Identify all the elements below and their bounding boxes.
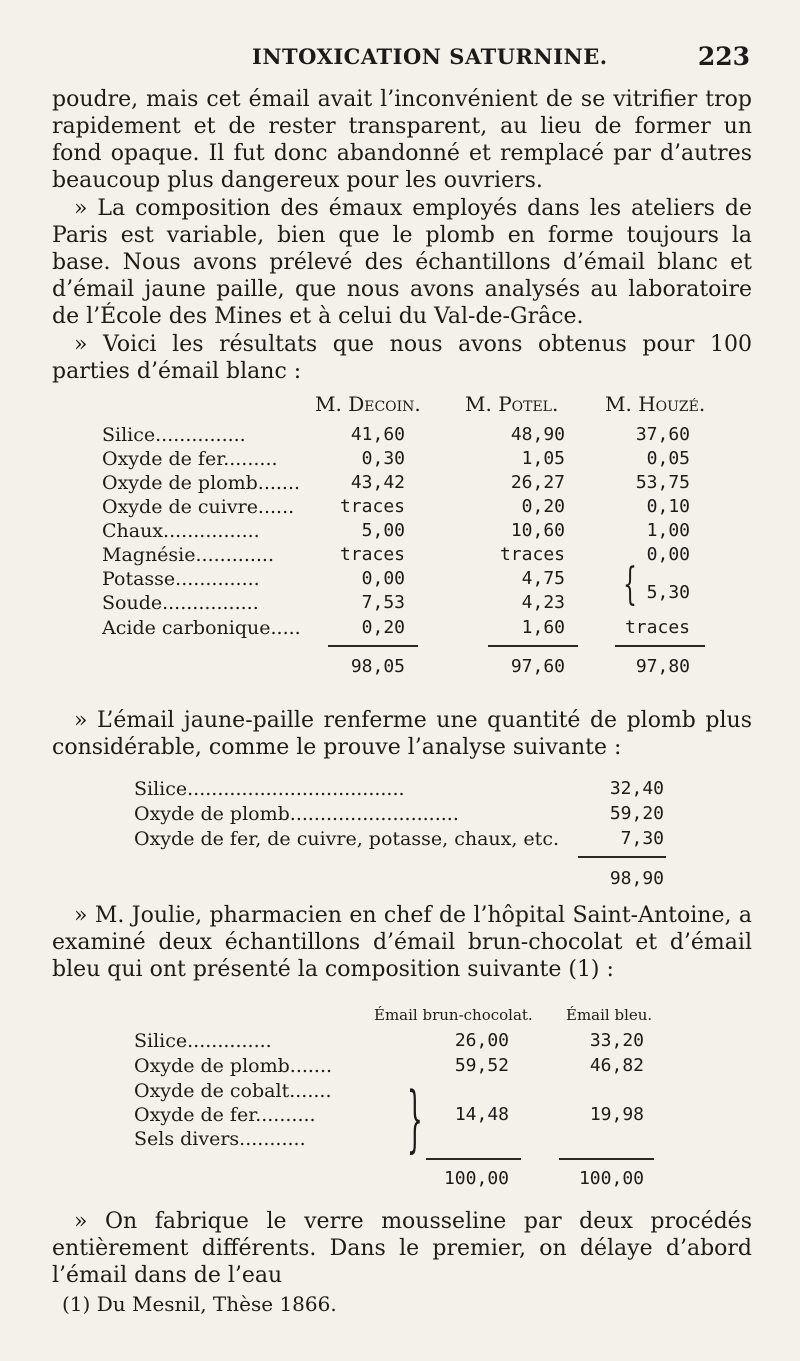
table-row xyxy=(134,803,674,827)
cell-houze-potasse-soude: 5,30 xyxy=(646,582,690,603)
table-row xyxy=(134,1080,674,1104)
running-title: INTOXICATION SATURNINE. xyxy=(252,44,608,69)
brace-symbol: { xyxy=(623,559,637,610)
sum-rule xyxy=(426,1158,521,1160)
totals-row xyxy=(134,868,674,892)
cell-potel: 10,60 xyxy=(510,520,565,541)
row-label: Magnésie............. xyxy=(102,544,275,566)
row-label: Oxyde de plomb....... xyxy=(134,1055,333,1077)
cell-potel: 0,20 xyxy=(521,496,565,517)
table-row xyxy=(134,778,674,802)
total-brun: 100,00 xyxy=(443,1168,509,1189)
cell-potel: 1,05 xyxy=(521,448,565,469)
table-row xyxy=(100,424,740,448)
table-row xyxy=(100,520,740,544)
cell-potel: 4,75 xyxy=(521,568,565,589)
row-label: Oxyde de cuivre...... xyxy=(102,496,295,518)
page-number: 223 xyxy=(697,42,750,71)
sum-rule xyxy=(488,645,578,647)
total-value: 98,90 xyxy=(609,868,664,889)
cell-decoin: 5,00 xyxy=(361,520,405,541)
table-row xyxy=(134,1104,674,1128)
cell-potel: traces xyxy=(499,544,565,565)
cell-value: 32,40 xyxy=(609,778,664,799)
paragraph-1: poudre, mais cet émail avait l’inconvénient de se vitrifier trop rapidement et de rester transparent, au lieu de former un fond opaque. Il fut donc abandonné et remplacé par d’autres beaucoup plus dangereux pour les ouvriers. xyxy=(52,87,752,193)
cell-potel: 26,27 xyxy=(510,472,565,493)
cell-potel: 48,90 xyxy=(510,424,565,445)
totals-row xyxy=(134,1168,674,1192)
cell-bleu: 33,20 xyxy=(589,1030,644,1051)
row-label: Silice.................................... xyxy=(134,778,405,800)
cell-decoin: 41,60 xyxy=(350,424,405,445)
row-label: Oxyde de plomb............................ xyxy=(134,803,459,825)
row-label: Oxyde de fer.......... xyxy=(134,1104,316,1126)
cell-houze: traces xyxy=(624,617,690,638)
cell-potel: 4,23 xyxy=(521,592,565,613)
cell-decoin: traces xyxy=(339,544,405,565)
row-label: Sels divers........... xyxy=(134,1128,306,1150)
row-label: Soude................ xyxy=(102,592,259,614)
total-decoin: 98,05 xyxy=(350,656,405,677)
table-row xyxy=(100,544,740,568)
table-row xyxy=(134,1055,674,1079)
cell-houze: 0,00 xyxy=(646,544,690,565)
sum-rule xyxy=(559,1158,654,1160)
paragraph-2: » La composition des émaux employés dans les ateliers de Paris est variable, bien que le plomb en forme toujours la base. Nous avons prélevé des échantillons d’émail blanc et d’émail jaune paille, que nous avons analysés au laboratoire de l’École des Mines et à celui du Val-de-Grâce. xyxy=(52,196,752,329)
brace-symbol: } xyxy=(406,1076,423,1160)
row-label: Chaux................ xyxy=(102,520,260,542)
row-label: Oxyde de fer......... xyxy=(102,448,278,470)
sum-rule xyxy=(328,645,418,647)
table-row xyxy=(134,828,674,852)
cell-bleu: 19,98 xyxy=(589,1104,644,1125)
footnote: (1) Du Mesnil, Thèse 1866. xyxy=(62,1292,337,1316)
row-label: Potasse.............. xyxy=(102,568,260,590)
cell-decoin: 0,20 xyxy=(361,617,405,638)
table-row xyxy=(100,617,740,641)
cell-houze: 53,75 xyxy=(635,472,690,493)
table-row xyxy=(100,496,740,520)
cell-value: 7,30 xyxy=(620,828,664,849)
cell-decoin: 43,42 xyxy=(350,472,405,493)
cell-value: 59,20 xyxy=(609,803,664,824)
page-header xyxy=(252,44,752,76)
table-row xyxy=(100,448,740,472)
total-bleu: 100,00 xyxy=(578,1168,644,1189)
column-header-potel: M. Potel. xyxy=(465,392,559,416)
paragraph-5: » M. Joulie, pharmacien en chef de l’hôpital Saint-Antoine, a examiné deux échantillons d’émail brun-chocolat et d’émail bleu qui ont présenté la composition suivante (1) : xyxy=(52,903,752,982)
column-header-decoin: M. Decoin. xyxy=(315,392,421,416)
row-label: Oxyde de fer, de cuivre, potasse, chaux, etc. xyxy=(134,828,559,850)
row-label: Oxyde de cobalt....... xyxy=(134,1080,332,1102)
cell-decoin: 0,00 xyxy=(361,568,405,589)
cell-brun: 26,00 xyxy=(454,1030,509,1051)
cell-brun: 59,52 xyxy=(454,1055,509,1076)
column-header-brun: Émail brun-chocolat. xyxy=(374,1006,533,1024)
table-row xyxy=(134,1128,674,1152)
cell-bleu: 46,82 xyxy=(589,1055,644,1076)
table-row xyxy=(134,1030,674,1054)
total-potel: 97,60 xyxy=(510,656,565,677)
sum-rule xyxy=(578,856,666,858)
row-label: Silice............... xyxy=(102,424,246,446)
sum-rule xyxy=(615,645,705,647)
cell-potel: 1,60 xyxy=(521,617,565,638)
row-label: Acide carbonique..... xyxy=(102,617,301,639)
cell-brun: 14,48 xyxy=(454,1104,509,1125)
cell-houze: 0,10 xyxy=(646,496,690,517)
row-label: Silice.............. xyxy=(134,1030,272,1052)
paragraph-3: » Voici les résultats que nous avons obtenus pour 100 parties d’émail blanc : xyxy=(52,332,752,384)
row-label: Oxyde de plomb....... xyxy=(102,472,301,494)
cell-houze: 1,00 xyxy=(646,520,690,541)
paragraph-6: » On fabrique le verre mousseline par deux procédés entièrement différents. Dans le premier, on délaye d’abord l’émail dans de l’eau xyxy=(52,1209,752,1288)
column-header-bleu: Émail bleu. xyxy=(566,1006,653,1024)
cell-houze: 0,05 xyxy=(646,448,690,469)
column-header-houze: M. Houzé. xyxy=(605,392,706,416)
total-houze: 97,80 xyxy=(635,656,690,677)
cell-decoin: 7,53 xyxy=(361,592,405,613)
paragraph-4: » L’émail jaune-paille renferme une quantité de plomb plus considérable, comme le prouve l’analyse suivante : xyxy=(52,708,752,760)
cell-decoin: 0,30 xyxy=(361,448,405,469)
cell-houze: 37,60 xyxy=(635,424,690,445)
totals-row xyxy=(100,656,740,680)
table-row xyxy=(100,472,740,496)
cell-decoin: traces xyxy=(339,496,405,517)
